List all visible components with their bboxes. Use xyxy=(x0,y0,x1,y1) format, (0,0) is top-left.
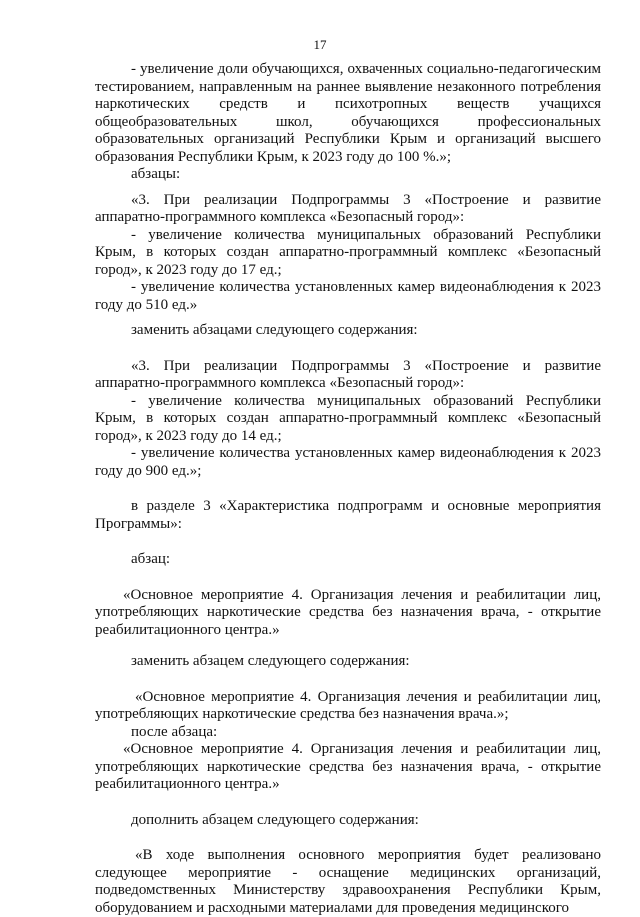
paragraph-cameras-old: - увеличение количества установленных камер видеонаблюдения к 2023 году до 510 ед.» xyxy=(95,279,601,313)
paragraph-measure-4-reference: «Основное мероприятие 4. Организация лечения и реабилитации лиц, употребляющих наркотические средства без назначения врача, - открытие реабилитационного центра.» xyxy=(95,741,601,792)
paragraph-new-measure-text: «В ходе выполнения основного мероприятия будет реализовано следующее мероприятие - оснащение медицинских организаций, подведомственных Министерству здравоохранения Республики Крым, оборудованием и расходными материалами для проведения медицинского xyxy=(95,847,601,916)
paragraph-section-3: в разделе 3 «Характеристика подпрограмм и основные мероприятия Программы»: xyxy=(95,498,601,532)
paragraph-indicator-students: - увеличение доли обучающихся, охваченных социально-педагогическим тестированием, направленным на раннее выявление незаконного потребления наркотических средств и психотропных веществ учащихся общеобразовательных школ, обучающихся профессиональных образовательных организаций Республики Крым и организаций высшего образования Республики Крым, к 2023 году до 100 %.»; xyxy=(95,61,601,165)
paragraph-subprogram-3-new-heading: «3. При реализации Подпрограммы 3 «Построение и развитие аппаратно-программного комплекса «Безопасный город»: xyxy=(95,357,601,391)
paragraph-replace-with-paragraphs: заменить абзацами следующего содержания: xyxy=(131,322,418,338)
paragraph-cameras-new: - увеличение количества установленных камер видеонаблюдения к 2023 году до 900 ед.»; xyxy=(95,445,601,479)
paragraph-replace-with-paragraph: заменить абзацем следующего содержания: xyxy=(131,653,410,669)
paragraph-add-paragraph: дополнить абзацем следующего содержания: xyxy=(131,811,419,828)
paragraph-municipalities-new: - увеличение количества муниципальных образований Республики Крым, в которых создан аппаратно-программный комплекс «Безопасный город», к 2023 году до 14 ед.; xyxy=(95,392,601,444)
paragraph-label-abzac: абзац: xyxy=(131,551,171,567)
paragraph-measure-4-old: «Основное мероприятие 4. Организация лечения и реабилитации лиц, употребляющих наркотические средства без назначения врача, - открытие реабилитационного центра.» xyxy=(95,586,601,638)
page-number: 17 xyxy=(313,37,327,52)
paragraph-measure-4-new: «Основное мероприятие 4. Организация лечения и реабилитации лиц, употребляющих наркотические средства без назначения врача.»; xyxy=(95,688,601,722)
paragraph-municipalities-old: - увеличение количества муниципальных образований Республики Крым, в которых создан аппаратно-программный комплекс «Безопасный город», к 2023 году до 17 ед.; xyxy=(95,226,601,278)
paragraph-label-abzacy: абзацы: xyxy=(131,166,181,182)
paragraph-subprogram-3-old-heading: «3. При реализации Подпрограммы 3 «Построение и развитие аппаратно-программного комплекса «Безопасный город»: xyxy=(95,191,601,225)
document-body xyxy=(95,61,601,917)
paragraph-after-abzac: после абзаца: xyxy=(131,723,218,740)
